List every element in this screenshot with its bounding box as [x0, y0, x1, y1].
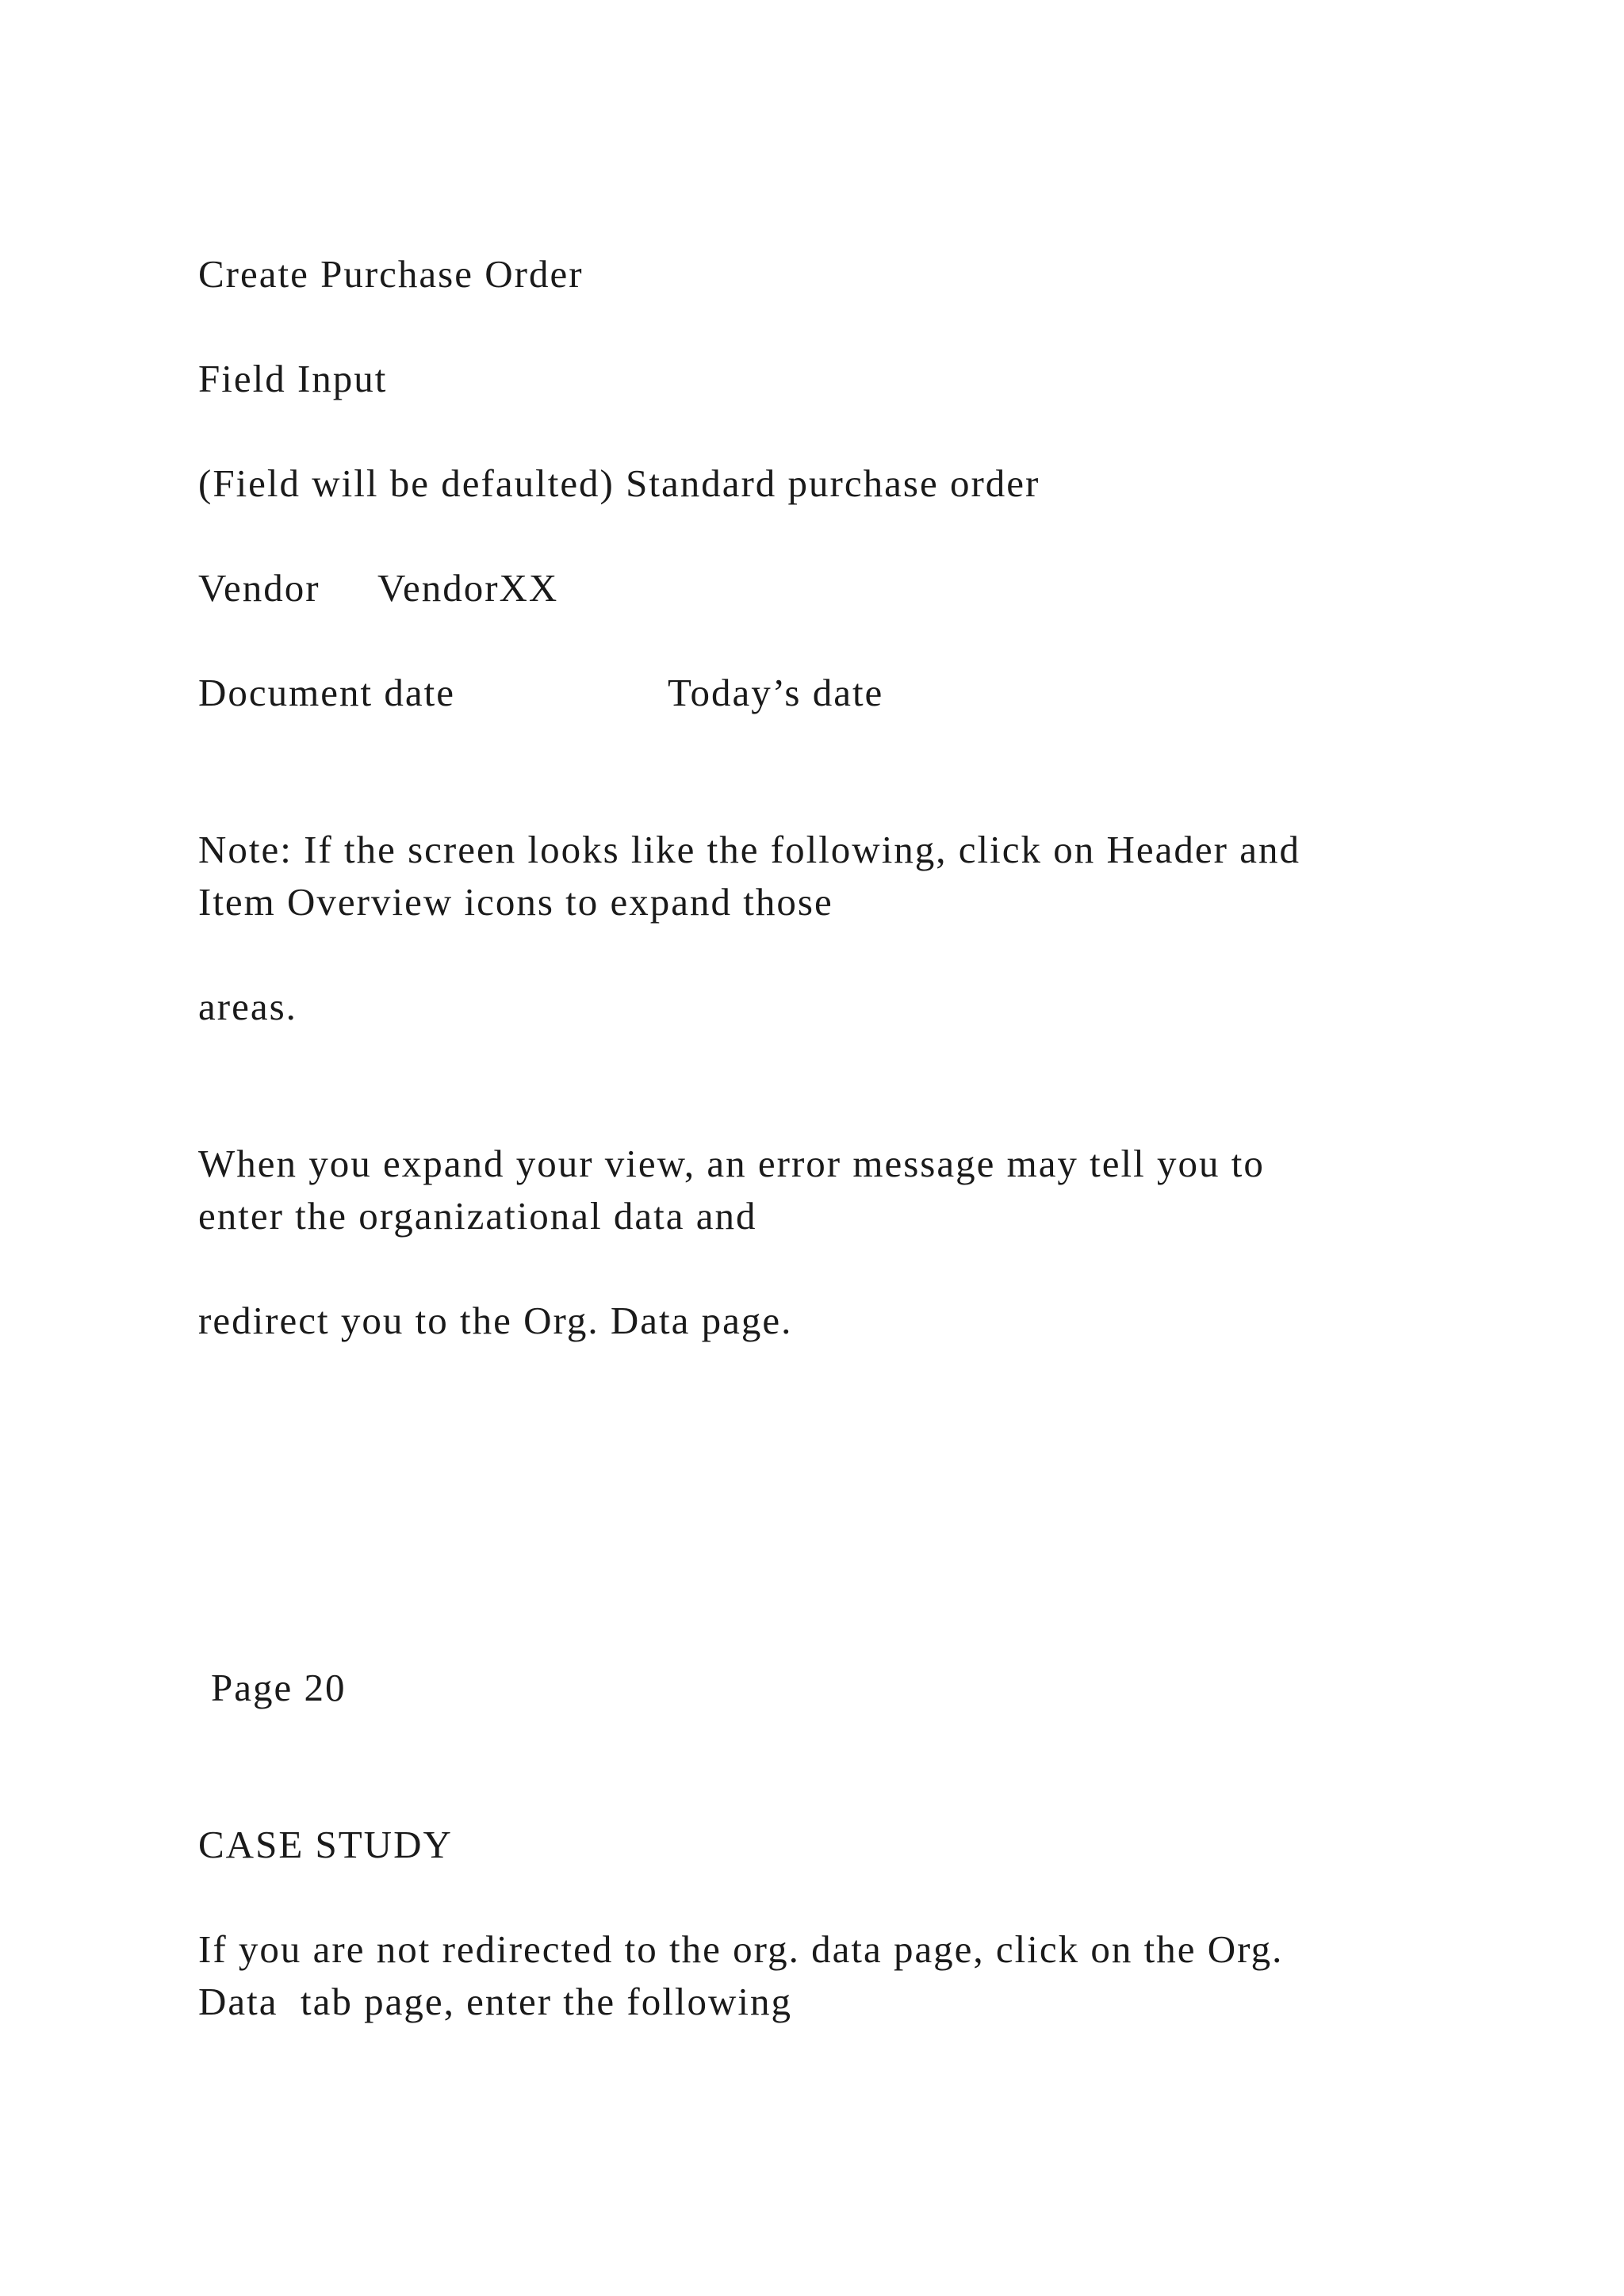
note-line-3: areas.: [198, 985, 297, 1028]
expand-line-2: enter the organizational data and: [198, 1194, 757, 1238]
field-input-heading: Field Input: [198, 357, 388, 400]
expand-line-1: When you expand your view, an error message may tell you to: [198, 1142, 1265, 1185]
document-date-row: [198, 667, 883, 719]
note-line-1: Note: If the screen looks like the following, click on Header and: [198, 828, 1300, 871]
case-study-heading: CASE STUDY: [198, 1823, 453, 1866]
note-line-2: Item Overview icons to expand those: [198, 880, 833, 924]
vendor-value: VendorXX: [377, 566, 559, 610]
document-title: Create Purchase Order: [198, 252, 584, 296]
defaulted-field-line: (Field will be defaulted) Standard purchase order: [198, 461, 1040, 505]
redirect-line-1: If you are not redirected to the org. data page, click on the Org.: [198, 1927, 1284, 1971]
document-date-value: Today’s date: [668, 671, 884, 714]
vendor-row: [198, 562, 558, 614]
vendor-label: Vendor: [198, 566, 320, 610]
expand-line-3: redirect you to the Org. Data page.: [198, 1299, 793, 1342]
page-number: Page 20: [211, 1666, 347, 1709]
redirect-line-2: Data tab page, enter the following: [198, 1980, 792, 2023]
document-date-label: Document date: [198, 671, 455, 714]
